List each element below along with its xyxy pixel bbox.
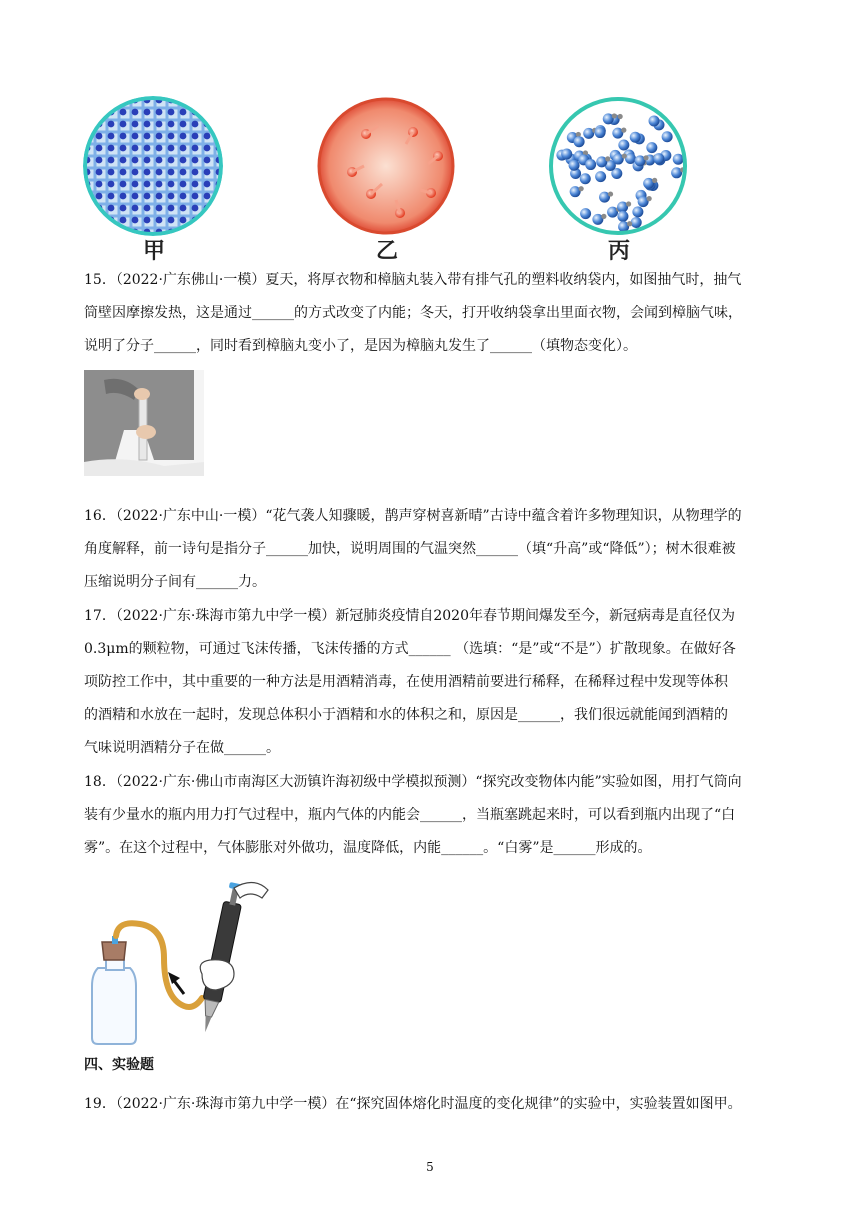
figure-label-jia: 甲: [143, 239, 166, 264]
gas-svg: [316, 96, 456, 236]
q17-line-2: 0.3μm的颗粒物，可通过飞沫传播，飞沫传播的方式______ （选填：“是”或“不是”）扩散现象。在做好各: [84, 641, 736, 657]
question-18: [84, 766, 778, 865]
q17-line-1: 17．（2022·广东·珠海市第九中学一模）新冠肺炎疫情自2020年春节期间爆发至今，新冠病毒是直径仅为: [84, 608, 735, 624]
section-heading-experiment: 四、实验题: [84, 1057, 154, 1073]
figure-jia-solid-lattice: [83, 96, 223, 236]
q15-line-3: 说明了分子______，同时看到樟脑丸变小了，是因为樟脑丸发生了______（填物态变化）。: [84, 338, 637, 354]
q19-line-1: 19．（2022·广东·珠海市第九中学一模）在“探究固体熔化时温度的变化规律”的实验中，实验装置如图甲。: [84, 1096, 742, 1112]
q18-line-3: 雾”。在这个过程中，气体膨胀对外做功，温度降低，内能______。“白雾”是______形成的。: [84, 840, 652, 856]
question-17: [84, 600, 778, 765]
q15-line-1: 15．（2022·广东佛山·一模）夏天，将厚衣物和樟脑丸装入带有排气孔的塑料收纳袋内，如图抽气时，抽气: [84, 272, 742, 288]
q17-line-3: 项防控工作中，其中重要的一种方法是用酒精消毒，在使用酒精前要进行稀释，在稀释过程中发现等体积: [84, 674, 728, 690]
figure-label-bing: 丙: [608, 239, 631, 264]
figure-label-yi: 乙: [376, 239, 399, 264]
q18-figure-bottle-pump: [84, 878, 284, 1048]
question-19: [84, 1088, 778, 1121]
figure-bing-liquid-molecules: [548, 96, 688, 236]
q16-line-2: 角度解释，前一诗句是指分子______加快，说明周围的气温突然______（填“升高”或“降低”）；树木很难被: [84, 541, 736, 557]
q18-line-1: 18．（2022·广东·佛山市南海区大沥镇许海初级中学模拟预测）“探究改变物体内能”实验如图，用打气筒向: [84, 774, 742, 790]
question-15: [84, 264, 778, 363]
figure-yi-gas-particles: [316, 96, 456, 236]
question-16: [84, 500, 778, 599]
pump-photo-svg: [84, 370, 204, 476]
q16-line-1: 16．（2022·广东中山·一模）“花气袭人知骤暖，鹊声穿树喜新晴”古诗中蕴含着许多物理知识，从物理学的: [84, 508, 742, 524]
q17-line-5: 气味说明酒精分子在做______。: [84, 740, 280, 756]
q16-line-3: 压缩说明分子间有______力。: [84, 574, 266, 590]
q15-photo-pumping-air: [84, 370, 204, 476]
lattice-svg: [83, 96, 223, 236]
page-number: 5: [426, 1160, 434, 1174]
liquid-svg: [548, 96, 688, 236]
q17-line-4: 的酒精和水放在一起时，发现总体积小于酒精和水的体积之和，原因是______，我们很远就能闻到酒精的: [84, 707, 728, 723]
q15-line-2: 筒壁因摩擦发热，这是通过______的方式改变了内能；冬天，打开收纳袋拿出里面衣物，会闻到樟脑气味，: [84, 305, 742, 321]
bottle-pump-svg: [84, 878, 284, 1048]
q18-line-2: 装有少量水的瓶内用力打气过程中，瓶内气体的内能会______，当瓶塞跳起来时，可以看到瓶内出现了“白: [84, 807, 736, 823]
